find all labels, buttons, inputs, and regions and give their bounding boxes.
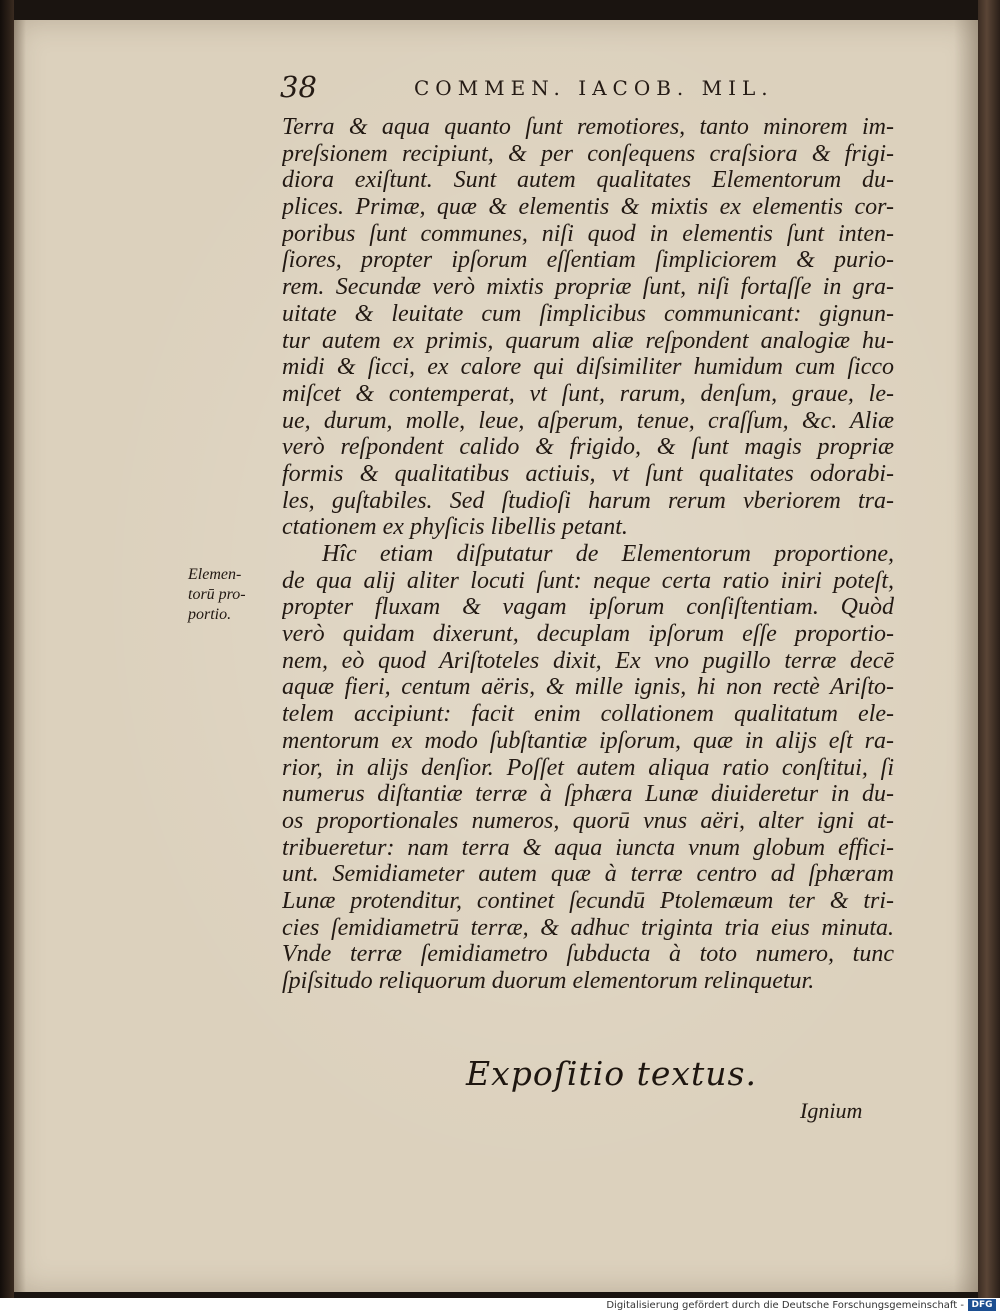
text-line: rior, in alijs denſior. Poſſet autem aliqua ratio conſtitui, ſi [282, 754, 894, 781]
text-line: aquæ fieri, centum aëris, & mille ignis, hi non rectè Ariſto- [282, 674, 894, 701]
page-header [272, 70, 802, 110]
text-line: formis & qualitatibus actiuis, vt ſunt qualitates odorabi- [282, 460, 894, 487]
text-line: Terra & aqua quanto ſunt remotiores, tanto minorem im- [282, 114, 894, 140]
text-line: Vnde terræ ſemidiametro ſubducta à toto numero, tunc [282, 941, 894, 968]
running-head: COMMEN. IACOB. MIL. [414, 76, 774, 100]
text-line: unt. Semidiameter autem quæ à terræ centro ad ſphæram [282, 861, 894, 888]
text-line: uitate & leuitate cum ſimplicibus communicant: gignun- [282, 300, 894, 327]
book-edge-left [0, 0, 14, 1298]
text-line: ſpiſsitudo reliquorum duorum elementorum relinquetur. [282, 968, 815, 994]
text-line: tribueretur: nam terra & aqua iuncta vnum globum effici- [282, 834, 894, 861]
text-line: midi & ſicci, ex calore qui diſsimiliter humidum cum ſicco [282, 354, 894, 381]
marginal-note-line: torū pro- [188, 586, 246, 603]
text-line: rem. Secundæ verò mixtis propriæ ſunt, niſi fortaſſe in gra- [282, 274, 894, 301]
text-line: ue, durum, molle, leue, aſperum, tenue, craſſum, &c. Aliæ [282, 407, 894, 434]
text-line: mentorum ex modo ſubſtantiæ ipſorum, quæ in alijs eſt ra- [282, 727, 894, 754]
text-line: Hîc etiam diſputatur de Elementorum proportione, [322, 541, 894, 567]
marginal-note-line: Elemen- [188, 566, 242, 583]
text-line: de qua alij aliter locuti ſunt: neque certa ratio iniri poteſt, [282, 567, 894, 594]
body-text [282, 114, 894, 995]
page-number: 38 [280, 70, 317, 104]
text-line: telem accipiunt: facit enim collationem qualitatum ele- [282, 701, 894, 728]
text-line: propter fluxam & vagam ipſorum conſiſtentiam. Quòd [282, 594, 894, 621]
text-line: ſiores, propter ipſorum eſſentiam ſimpliciorem & purio- [282, 247, 894, 274]
text-line: diora exiſtunt. Sunt autem qualitates Elementorum du- [282, 167, 894, 194]
text-line: ctationem ex phyſicis libellis petant. [282, 514, 628, 541]
text-line: les, guſtabiles. Sed ſtudioſi harum rerum vberiorem tra- [282, 487, 894, 514]
text-line: Lunæ protenditur, continet ſecundū Ptolemæum ter & tri- [282, 887, 894, 914]
text-line: os proportionales numeros, quorū vnus aëri, alter igni at- [282, 807, 894, 834]
text-line: verò quidam dixerunt, decuplam ipſorum eſſe proportio- [282, 621, 894, 648]
text-line: numerus diſtantiæ terræ à ſphæra Lunæ diuideretur in du- [282, 781, 894, 808]
text-line: miſcet & contemperat, vt ſunt, rarum, denſum, graue, le- [282, 380, 894, 407]
text-line: nem, eò quod Ariſtoteles dixit, Ex vno pugillo terræ decē [282, 647, 894, 674]
marginal-note [188, 565, 288, 625]
text-line: verò reſpondent calido & frigido, & ſunt magis propriæ [282, 434, 894, 461]
catchword: Ignium [800, 1098, 863, 1123]
text-line: preſsionem recipiunt, & per conſequens craſsiora & frigi- [282, 140, 894, 167]
book-edge-right [978, 0, 1000, 1298]
section-heading: Expoſitio textus. [466, 1054, 757, 1093]
funding-credit: Digitalisierung gefördert durch die Deutsche Forschungsgemeinschaft - [606, 1300, 964, 1311]
text-line: tur autem ex primis, quarum aliæ reſpondent analogiæ hu- [282, 327, 894, 354]
dfg-logo: DFG [968, 1299, 996, 1311]
text-line: poribus ſunt communes, niſi quod in elementis ſunt inten- [282, 220, 894, 247]
text-line: plices. Primæ, quæ & elementis & mixtis ex elementis cor- [282, 194, 894, 221]
marginal-note-line: portio. [188, 606, 232, 623]
text-line: cies ſemidiametrū terræ, & adhuc triginta tria eius minuta. [282, 914, 894, 941]
